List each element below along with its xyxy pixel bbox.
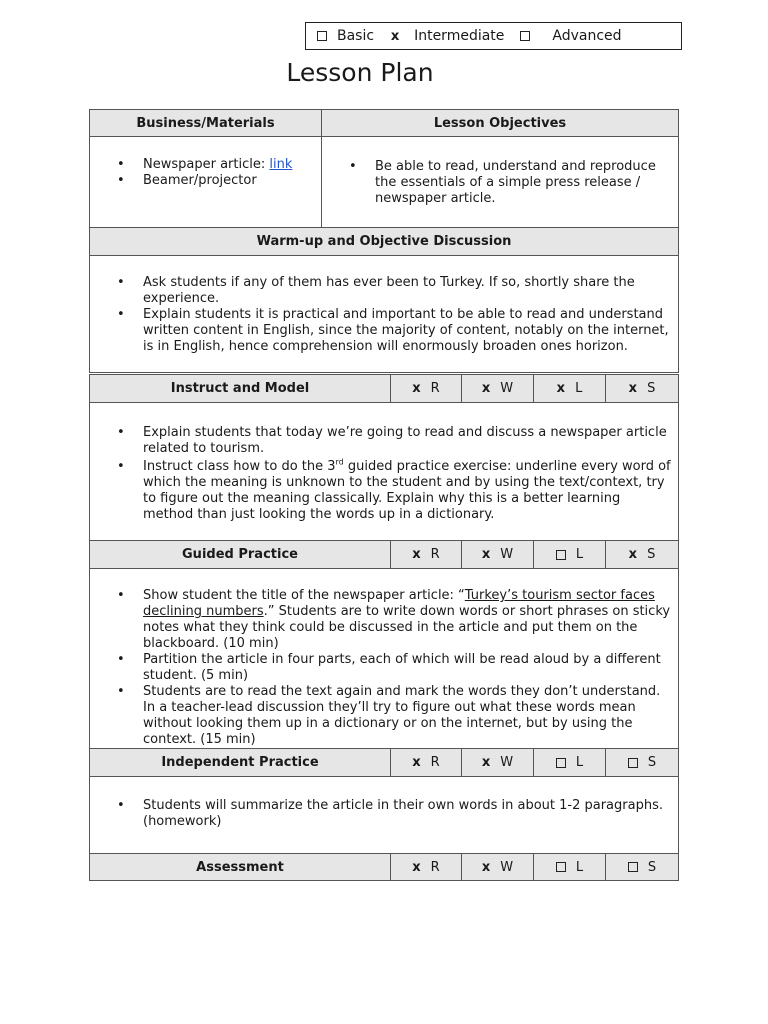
flag-label: S (647, 547, 656, 562)
independent-flag-s[interactable] (605, 748, 679, 777)
check-x-icon: x (628, 381, 638, 396)
objectives-cell (321, 136, 679, 228)
flag-label: S (647, 381, 656, 396)
flag-label: L (575, 755, 584, 770)
list-item (90, 588, 672, 652)
check-x-icon: x (481, 381, 491, 396)
warmup-header: Warm-up and Objective Discussion (89, 227, 679, 256)
assessment-flag-r[interactable] (390, 853, 462, 881)
instruct-cell (89, 402, 679, 541)
flag-label: L (575, 547, 584, 562)
assessment-header: Assessment (89, 853, 391, 881)
list-item: • Students will summarize the article in their own words in about 1-2 paragraphs. (homework) (90, 798, 672, 830)
guided-header: Guided Practice (89, 540, 391, 569)
assessment-flag-s[interactable] (605, 853, 679, 881)
level-basic[interactable] (317, 28, 374, 44)
flag-label: R (430, 381, 440, 396)
list-item: • Students are to read the text again and mark the words they don’t understand. In a teacher-lead discussion they’ll try to figure out what these words mean without looking them up in a dictionary or on the internet, but by using the context. (15 min) (90, 684, 672, 748)
list-item: • Explain students that today we’re going to read and discuss a newspaper article related to tourism. (90, 425, 672, 457)
article-title: Turkey’s tourism sector faces declining numbers (143, 588, 655, 619)
check-x-icon: x (481, 859, 491, 875)
page-title-text: Lesson Plan (286, 58, 434, 87)
flag-label: S (647, 755, 657, 770)
check-x-icon: x (481, 755, 491, 770)
flag-label: W (500, 859, 514, 875)
checkbox-unchecked-icon[interactable] (520, 31, 530, 41)
check-x-icon: x (628, 547, 638, 562)
flag-label: L (575, 859, 584, 875)
checkbox-unchecked-icon (628, 758, 638, 768)
check-x-icon: x (412, 381, 421, 396)
guided-cell (89, 568, 679, 749)
text-part: .” Students are to write down words or short phrases on sticky notes what they think could be discussed in the article and put them on the blackboard. (10 min) (143, 604, 671, 651)
independent-header: Independent Practice (89, 748, 391, 777)
independent-cell (89, 776, 679, 854)
page-title (0, 58, 720, 87)
check-x-icon: x (412, 547, 421, 562)
flag-label: R (430, 859, 440, 875)
checkbox-unchecked-icon (556, 550, 566, 560)
check-x-icon: x (412, 755, 421, 770)
instruct-flag-s[interactable] (605, 374, 679, 403)
check-x-icon: x (412, 859, 421, 875)
flag-label: W (500, 547, 514, 562)
level-advanced[interactable] (520, 28, 621, 44)
guided-flag-r[interactable] (390, 540, 462, 569)
checkbox-checked-icon[interactable]: x (390, 28, 400, 44)
article-link[interactable]: link (269, 157, 293, 172)
flag-label: W (500, 755, 514, 770)
check-x-icon: x (481, 547, 491, 562)
text-part: guided practice exercise: underline every word of which the meaning is unknown to the student and by using the text/context, try to figure out the meaning classically. Explain why this is a better learning method than just looking the words up in a dictionary. (143, 459, 671, 522)
independent-flag-w[interactable] (461, 748, 534, 777)
instruct-header: Instruct and Model (89, 374, 391, 403)
checkbox-unchecked-icon (556, 758, 566, 768)
independent-flag-l[interactable] (533, 748, 606, 777)
guided-flag-w[interactable] (461, 540, 534, 569)
objectives-header: Lesson Objectives (321, 109, 679, 137)
list-item: • Partition the article in four parts, each of which will be read aloud by a different student. (5 min) (90, 652, 672, 684)
guided-flag-s[interactable] (605, 540, 679, 569)
materials-header: Business/Materials (89, 109, 322, 137)
instruct-flag-l[interactable] (533, 374, 606, 403)
guided-flag-l[interactable] (533, 540, 606, 569)
list-item: • Ask students if any of them has ever been to Turkey. If so, shortly share the experience. (90, 275, 672, 307)
materials-cell (89, 136, 322, 228)
independent-flag-r[interactable] (390, 748, 462, 777)
level-intermediate[interactable] (390, 28, 504, 44)
text-part: Instruct class how to do the 3 (143, 459, 336, 474)
level-advanced-label: Advanced (552, 28, 622, 44)
level-basic-label: Basic (337, 28, 375, 44)
flag-label: L (575, 381, 583, 396)
instruct-flag-w[interactable] (461, 374, 534, 403)
checkbox-unchecked-icon[interactable] (317, 31, 327, 41)
superscript: rd (335, 457, 344, 467)
check-x-icon: x (556, 381, 566, 396)
assessment-flag-l[interactable] (533, 853, 606, 881)
flag-label: W (500, 381, 514, 396)
materials-item-text: Newspaper article: (143, 157, 270, 172)
checkbox-unchecked-icon (556, 862, 566, 872)
warmup-cell (89, 255, 679, 373)
assessment-flag-w[interactable] (461, 853, 534, 881)
list-item: • Explain students it is practical and important to be able to read and understand written content in English, since the majority of content, notably on the internet, is in English, hence comprehension will enormously broaden ones horizon. (90, 307, 672, 355)
flag-label: R (430, 547, 440, 562)
checkbox-unchecked-icon (628, 862, 638, 872)
flag-label: S (647, 859, 657, 875)
flag-label: R (430, 755, 440, 770)
instruct-flag-r[interactable] (390, 374, 462, 403)
level-intermediate-label: Intermediate (414, 28, 505, 44)
text-part: Show student the title of the newspaper article: “ (143, 588, 465, 603)
list-item (90, 157, 321, 173)
level-selector (305, 22, 682, 50)
list-item: • Beamer/projector (90, 173, 321, 189)
list-item (90, 459, 672, 523)
list-item: • Be able to read, understand and reproduce the essentials of a simple press release / newspaper article. (322, 159, 678, 207)
